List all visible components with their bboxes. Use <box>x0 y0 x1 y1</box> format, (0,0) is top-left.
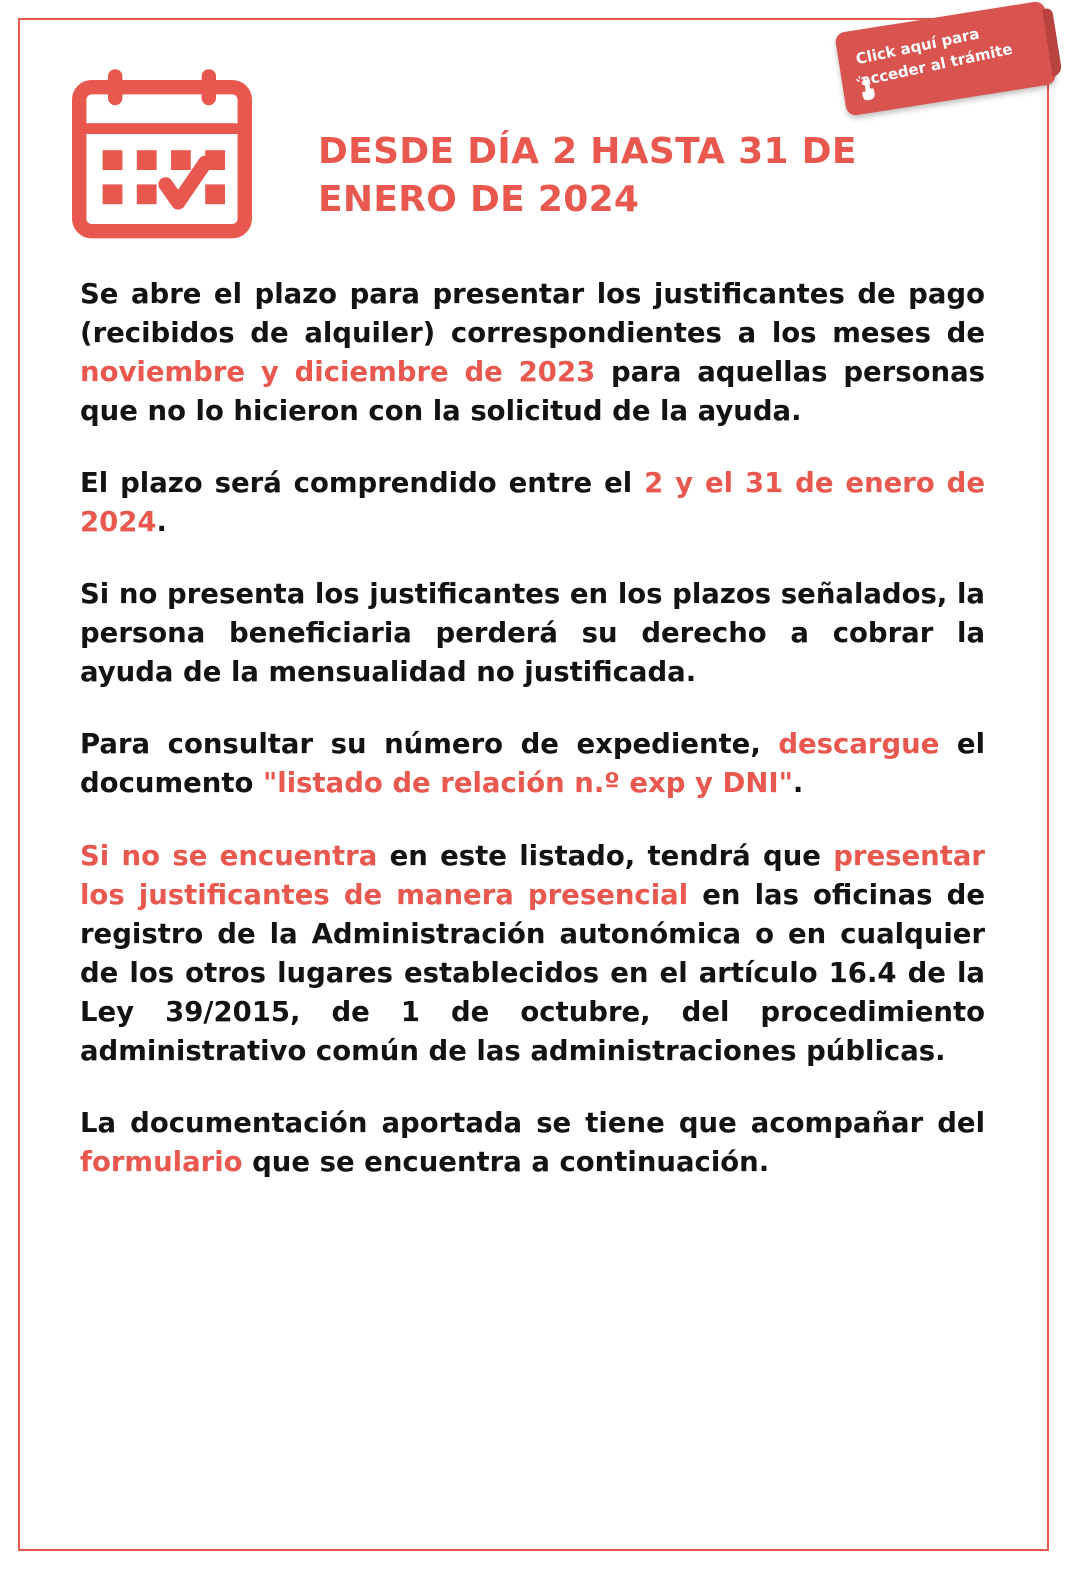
page-title: DESDE DÍA 2 HASTA 31 DE ENERO DE 2024 <box>318 131 857 220</box>
paragraph-2 <box>80 464 985 542</box>
p2-highlight-1: 2 y el 31 de enero de 2024 <box>80 467 985 539</box>
notice-body <box>80 275 985 1182</box>
paragraph-1 <box>80 275 985 431</box>
p4-text-3: . <box>792 767 804 800</box>
p6-text-2: que se encuentra a continuación. <box>242 1145 770 1178</box>
p3-text-1: Si no presenta los justificantes en los plazos señalados, la persona beneficiaria perderá su derecho a cobrar la ayuda de la mensualidad no justificada. <box>80 578 985 689</box>
p2-text-1: El plazo será comprendido entre el <box>80 467 645 500</box>
p4-text-1: Para consultar su número de expediente, <box>80 728 779 761</box>
p1-text-1: Se abre el plazo para presentar los justificantes de pago (recibidos de alquiler) correspondientes a los meses de <box>80 278 985 350</box>
p5-text-1: en este listado, tendrá que <box>377 839 834 872</box>
sticker-label: Click aquí para acceder al trámite <box>854 24 1015 90</box>
p5-highlight-2: presentar los justificantes de manera presencial <box>80 839 985 911</box>
p4-text-2: el documento <box>80 728 986 800</box>
p1-text-2: para aquellas personas que no lo hicieron con la solicitud de la ayuda. <box>80 356 985 428</box>
paragraph-5 <box>80 837 985 1071</box>
p4-highlight-1: descargue <box>778 728 940 761</box>
p5-highlight-1: Si no se encuentra <box>80 839 378 872</box>
paragraph-4 <box>80 725 985 803</box>
p6-text-1: La documentación aportada se tiene que acompañar del <box>80 1106 985 1139</box>
p5-text-2: en las oficinas de registro de la Administración autonómica o en cualquier de los otros lugares establecidos en el artículo 16.4 de la Ley 39/2015, de 1 de octubre, del procedimiento administrativo común de las administraciones públicas. <box>80 878 985 1067</box>
calendar-icon <box>72 62 252 242</box>
paragraph-6 <box>80 1104 985 1182</box>
p4-highlight-2: "listado de relación n.º exp y DNI" <box>262 767 793 800</box>
paragraph-3 <box>80 575 985 692</box>
p1-highlight-1: noviembre y diciembre de 2023 <box>80 356 596 389</box>
header <box>60 40 970 230</box>
p6-highlight-1: formulario <box>80 1145 243 1178</box>
p2-text-2: . <box>156 506 167 539</box>
